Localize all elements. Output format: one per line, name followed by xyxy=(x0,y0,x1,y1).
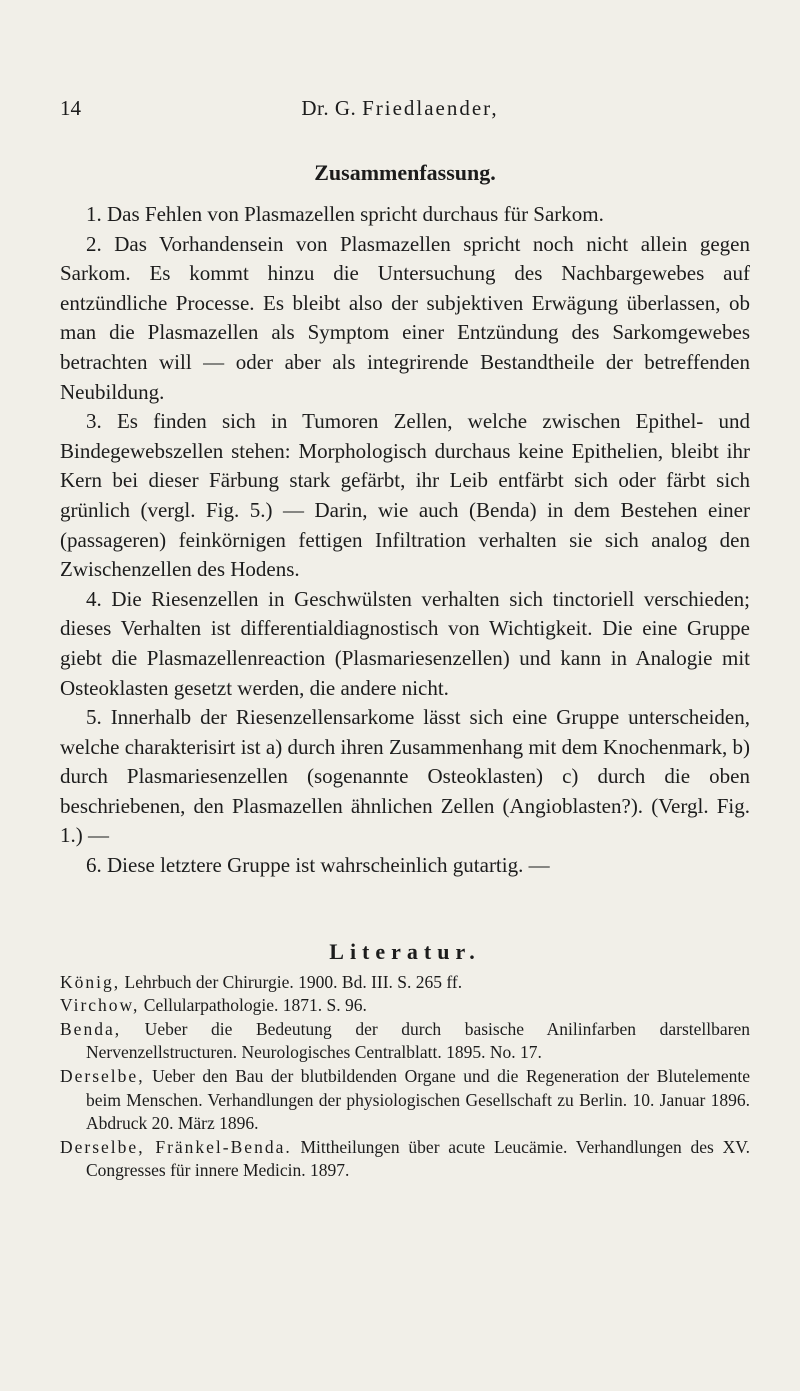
summary-point-3: 3. Es finden sich in Tumoren Zellen, welche zwischen Epithel- und Bindegewebszellen stehen: Morphologisch durchaus keine Epithelien, bleibt ihr Kern bei dieser Färbung stark gefärbt, ihr Leib entfärbt sich oder färbt sich grünlich (vergl. Fig. 5.) — Darin, wie auch (Benda) in dem Bestehen einer (passageren) feinkörnigen fettigen Infiltration verhalten sie sich analog den Zwischenzellen des Hodens. xyxy=(60,409,750,582)
reference-1 xyxy=(60,971,750,995)
reference-author: Derselbe, xyxy=(60,1066,145,1087)
reference-text: Ueber den Bau der blutbildenden Organe und die Regeneration der Blutelemente beim Menschen. Verhandlungen der physiologischen Gesellschaft zu Berlin. 10. Januar 1896. Abdruck 20. März 1896. xyxy=(86,1066,750,1134)
running-head xyxy=(60,96,740,126)
summary-heading: Zusammenfassung. xyxy=(314,160,496,185)
reference-author: Benda, xyxy=(60,1018,122,1039)
summary-point-1: 1. Das Fehlen von Plasmazellen spricht durchaus für Sarkom. xyxy=(86,202,604,226)
reference-text: Mittheilungen über acute Leucämie. Verhandlungen des XV. Congresses für innere Medicin. 1897. xyxy=(86,1136,751,1181)
reference-3 xyxy=(60,1018,750,1065)
reference-text: Cellularpathologie. 1871. S. 96. xyxy=(139,995,367,1016)
reference-2 xyxy=(60,994,750,1018)
reference-author: König, xyxy=(60,971,121,992)
article-body xyxy=(60,160,750,1183)
page-number: 14 xyxy=(60,96,81,120)
running-title xyxy=(60,96,740,121)
running-title-name: Friedlaender, xyxy=(362,96,499,120)
reference-author: Derselbe, Fränkel-Benda. xyxy=(60,1136,292,1157)
reference-author: Virchow, xyxy=(60,995,140,1016)
summary-point-6: 6. Diese letztere Gruppe ist wahrscheinlich gutartig. — xyxy=(86,853,550,878)
summary-point-5: 5. Innerhalb der Riesenzellensarkome lässt sich eine Gruppe unterscheiden, welche charakterisirt ist a) durch ihren Zusammenhang mit dem Knochenmark, b) durch Plasmariesenzellen (sogenannte Osteoklasten) c) durch die oben beschriebenen, den Plasmazellen ähnlichen Zellen (Angioblasten?). (Vergl. Fig. 1.) — xyxy=(60,705,750,848)
running-title-prefix: Dr. G. xyxy=(301,96,357,120)
reference-text: Lehrbuch der Chirurgie. 1900. Bd. III. S. 265 ff. xyxy=(120,971,463,992)
literature-heading: Literatur. xyxy=(329,938,481,964)
reference-5 xyxy=(60,1136,750,1183)
reference-4 xyxy=(60,1065,750,1136)
summary-point-4: 4. Die Riesenzellen in Geschwülsten verhalten sich tinctoriell verschieden; dieses Verhalten ist differentialdiagnostisch von Wichtigkeit. Die eine Gruppe giebt die Plasmazellenreaction (Plasmariesenzellen) und kann in Analogie mit Osteoklasten gesetzt werden, die andere nicht. xyxy=(60,586,750,700)
summary-point-2: 2. Das Vorhandensein von Plasmazellen spricht noch nicht allein gegen Sarkom. Es kommt hinzu die Untersuchung des Nachbargewebes auf entzündliche Processe. Es bleibt also der subjektiven Erwägung überlassen, ob man die Plasmazellen als Symptom einer Entzündung des Sarkomgewebes betrachten will — oder aber als integrirende Bestandtheile der betreffenden Neubildung. xyxy=(60,231,750,404)
reference-text: Ueber die Bedeutung der durch basische Anilinfarben darstellbaren Nervenzellstructuren. Neurologisches Centralblatt. 1895. No. 17. xyxy=(86,1018,750,1063)
